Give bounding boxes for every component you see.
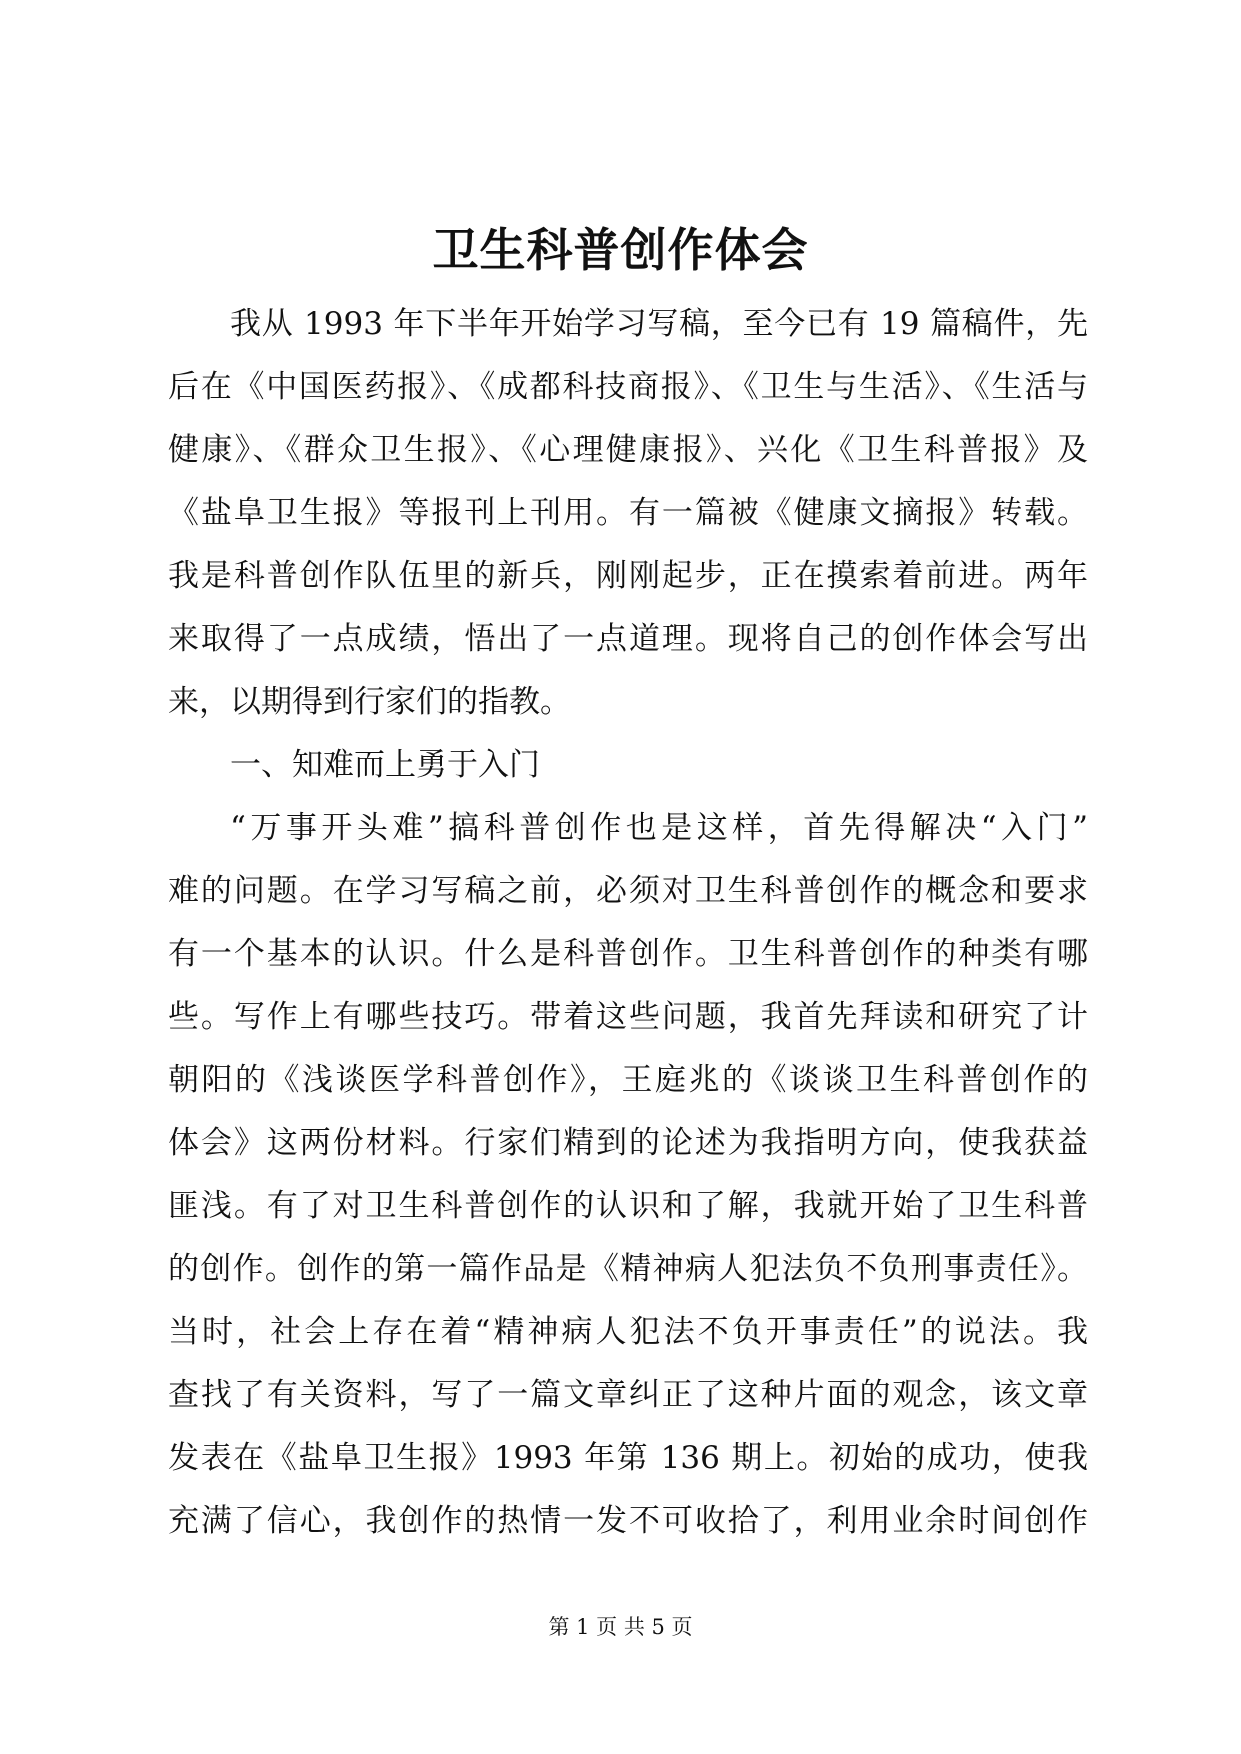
paragraph-line: 体会》这两份材料。行家们精到的论述为我指明方向，使我获益 [168,1125,1088,1161]
paragraph-line: 发表在《盐阜卫生报》1993 年第 136 期上。初始的成功，使我 [168,1440,1088,1476]
paragraph-line: 些。写作上有哪些技巧。带着这些问题，我首先拜读和研究了计 [168,999,1088,1035]
paragraph-line: 健康》、《群众卫生报》、《心理健康报》、兴化《卫生科普报》及 [168,432,1088,468]
paragraph-line: 的创作。创作的第一篇作品是《精神病人犯法负不负刑事责任》。 [168,1251,1088,1287]
paragraph-line: 我是科普创作队伍里的新兵，刚刚起步，正在摸索着前进。两年 [168,558,1088,594]
paragraph-line: 难的问题。在学习写稿之前，必须对卫生科普创作的概念和要求 [168,873,1088,909]
paragraph-line: 我从 1993 年下半年开始学习写稿，至今已有 19 篇稿件，先 [230,306,1088,342]
paragraph-line: 后在《中国医药报》、《成都科技商报》、《卫生与生活》、《生活与 [168,369,1088,405]
paragraph-line: 匪浅。有了对卫生科普创作的认识和了解，我就开始了卫生科普 [168,1188,1088,1224]
page-number-footer: 第 1 页 共 5 页 [548,1615,693,1639]
paragraph-line: 来取得了一点成绩，悟出了一点道理。现将自己的创作体会写出 [168,621,1088,657]
paragraph-line: 有一个基本的认识。什么是科普创作。卫生科普创作的种类有哪 [168,936,1088,972]
paragraph-line: 充满了信心，我创作的热情一发不可收拾了，利用业余时间创作 [168,1503,1088,1539]
paragraph-line: 朝阳的《浅谈医学科普创作》，王庭兆的《谈谈卫生科普创作的 [168,1062,1088,1098]
paragraph-line: 当时，社会上存在着“精神病人犯法不负开事责任”的说法。我 [168,1314,1088,1350]
paragraph-line: 查找了有关资料，写了一篇文章纠正了这种片面的观念，该文章 [168,1377,1088,1413]
section-heading: 一、知难而上勇于入门 [230,747,540,783]
paragraph-line: 《盐阜卫生报》等报刊上刊用。有一篇被《健康文摘报》转载。 [168,495,1088,531]
document-body [168,293,1088,1553]
paragraph-line: “万事开头难”搞科普创作也是这样，首先得解决“入门” [230,810,1088,846]
paragraph-line: 来，以期得到行家们的指教。 [168,684,571,720]
document-title: 卫生科普创作体会 [432,223,809,277]
